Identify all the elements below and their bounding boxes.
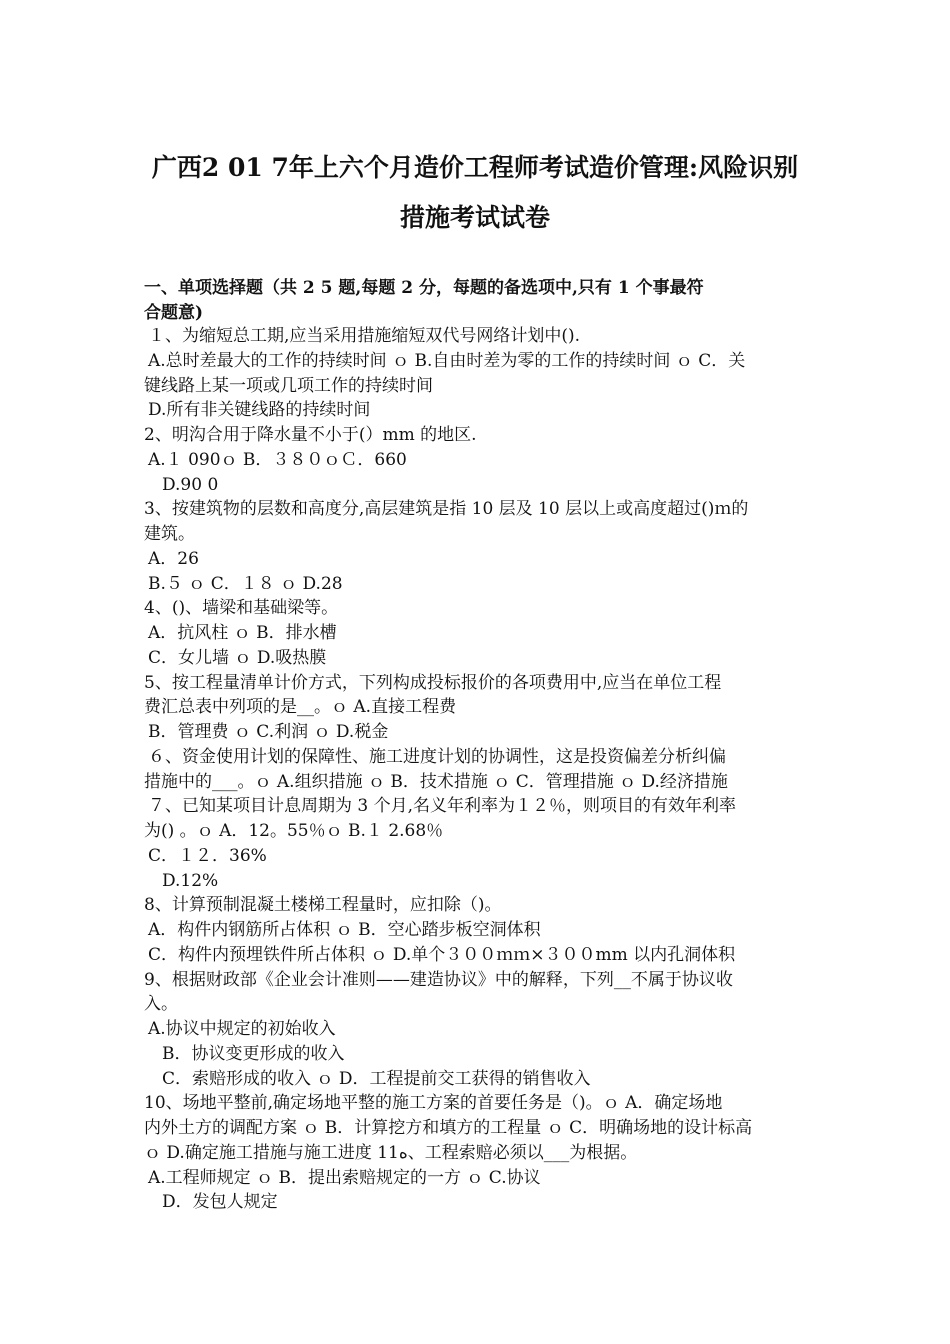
text-line: B．管理费 ｏ C.利润 ｏ D.税金	[148, 722, 389, 742]
text-line: C．１２．36%	[148, 845, 267, 866]
text-line: D.12%	[162, 870, 219, 891]
text-line: ｏ D.确定施工措施与施工进度 11ه、工程索赔必须以___为根据。	[144, 1142, 638, 1163]
text-line: B．协议变更形成的收入	[162, 1043, 345, 1064]
text-line: ７、已知某项目计息周期为 3 个月,名义年利率为１２％，则项目的有效年利率	[148, 796, 737, 817]
text-line: A.１ 090ｏ B．３８０ｏＣ．660	[148, 449, 407, 470]
text-line: A.工程师规定 ｏ B．提出索赔规定的一方 ｏ C.协议	[148, 1167, 541, 1188]
text-line: A．构件内钢筋所占体积 ｏ B．空心踏步板空洞体积	[148, 920, 541, 940]
text-line: 建筑。	[144, 524, 195, 544]
text-line: ６、资金使用计划的保障性、施工进度计划的协调性，这是投资偏差分析纠偏	[148, 746, 726, 767]
text-line: 5、按工程量清单计价方式，下列构成投标报价的各项费用中,应当在单位工程	[144, 672, 722, 693]
text-line: B.５ ｏ C．１８ ｏ D.28	[148, 573, 343, 594]
text-line: A．26	[148, 548, 199, 569]
text-line: 10、场地平整前,确定场地平整的施工方案的首要任务是（)。ｏ A．确定场地	[144, 1093, 723, 1114]
text-line: D．发包人规定	[162, 1192, 278, 1213]
text-line: D.所有非关键线路的持续时间	[148, 400, 371, 421]
text-line: 键线路上某一项或几项工作的持续时间	[144, 375, 433, 396]
question-list	[144, 324, 814, 1215]
text-line: １、为缩短总工期,应当采用措施缩短双代号网络计划中().	[148, 326, 581, 346]
text-line: 入。	[144, 994, 178, 1015]
text-line: A.协议中规定的初始收入	[148, 1019, 336, 1039]
text-line: 4、()、墙梁和基础梁等。	[144, 598, 339, 619]
text-line: A.总时差最大的工作的持续时间 ｏ B.自由时差为零的工作的持续时间 ｏ C．关	[148, 350, 746, 371]
text-line: 费汇总表中列项的是__。ｏ A.直接工程费	[144, 697, 457, 718]
document-title-line-2: 措施考试试卷	[399, 203, 550, 232]
text-line: 为() 。ｏ A．12。55％ｏ B.１ 2.68％	[144, 821, 444, 841]
text-line: 9、根据财政部《企业会计准则——建造协议》中的解释，下列__不属于协议收	[144, 969, 733, 990]
section-heading-line-2: 合题意)	[144, 303, 204, 323]
text-line: D.90 0	[162, 474, 219, 495]
text-line: A．抗风柱 ｏ B．排水槽	[148, 623, 337, 643]
text-line: 8、计算预制混凝土楼梯工程量时，应扣除（)。	[144, 895, 502, 916]
text-line: C．构件内预埋铁件所占体积 ｏ D.单个３００ｍｍ×３００mm 以内孔洞体积	[148, 944, 736, 965]
text-line: 2、明沟合用于降水量不小于(）mm 的地区.	[144, 425, 477, 445]
document-title-line-1: 广西2 01 7年上六个月造价工程师考试造价管理:风险识别	[151, 153, 799, 182]
text-line: 措施中的___。ｏ A.组织措施 ｏ B．技术措施 ｏ C．管理措施 ｏ D.经济措施	[144, 771, 728, 792]
text-line: C．索赔形成的收入 ｏ D．工程提前交工获得的销售收入	[162, 1068, 591, 1089]
text-line: 内外土方的调配方案 ｏ B．计算挖方和填方的工程量 ｏ C．明确场地的设计标高	[144, 1118, 753, 1138]
section-heading	[144, 276, 814, 326]
section-heading-line-1: 一、单项选择题（共 2 5 题,每题 2 分，每题的备选项中,只有 1 个事最符	[144, 278, 704, 298]
text-line: C．女儿墙 ｏ D.吸热膜	[148, 647, 327, 668]
text-line: 3、按建筑物的层数和高度分,高层建筑是指 10 层及 10 层以上或高度超过()ｍ的	[144, 499, 749, 520]
